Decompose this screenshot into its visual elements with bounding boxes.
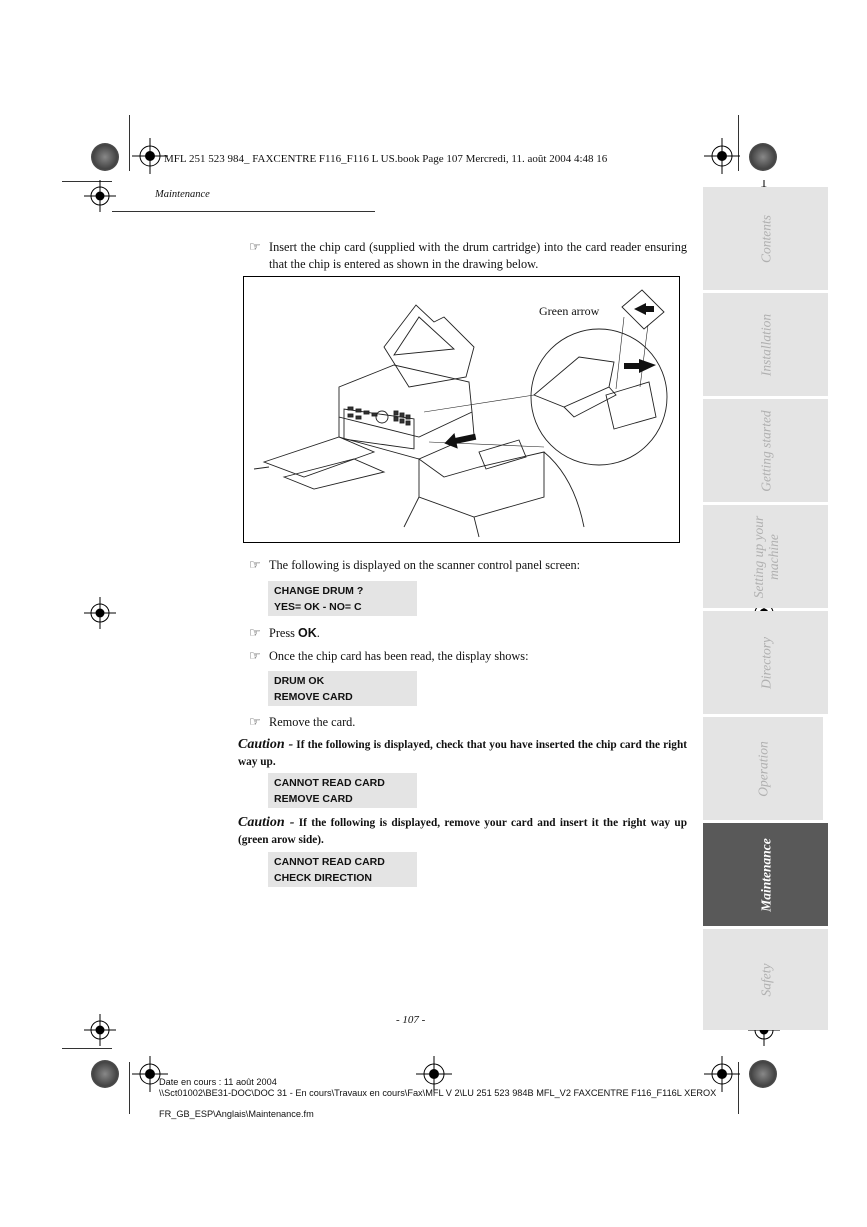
book-header-line: MFL 251 523 984_ FAXCENTRE F116_F116 L US.book Page 107 Mercredi, 11. août 2004 4:48 16 [164, 153, 608, 165]
tab-label: Setting up your machine [750, 515, 781, 598]
tab-getting-started[interactable] [703, 399, 828, 502]
crosshair-circle-icon [704, 1056, 740, 1092]
tab-label: Operation [755, 740, 771, 797]
lcd-display-drum-ok [268, 671, 417, 706]
instruction-display-shown: The following is displayed on the scanner control panel screen: [269, 558, 581, 572]
lcd-line: CANNOT READ CARD [274, 856, 385, 868]
footer-filename: FR_GB_ESP\Anglais\Maintenance.fm [159, 1109, 314, 1119]
tab-directory[interactable] [703, 611, 828, 714]
print-test-disc [749, 1060, 777, 1088]
caution-note-1 [238, 736, 687, 771]
tab-label: Contents [758, 214, 773, 263]
crosshair-circle-icon [84, 180, 116, 212]
lcd-display-change-drum [268, 581, 417, 616]
print-test-disc [91, 1060, 119, 1088]
tab-maintenance[interactable] [703, 823, 828, 926]
caution-word: Caution - [238, 737, 294, 752]
lcd-line: CHANGE DRUM ? [274, 585, 364, 597]
period: . [316, 626, 320, 640]
instruction-insert-card: Insert the chip card (supplied with the drum cartridge) into the card reader ensuring that the chip is entered as shown in the drawing below. [269, 240, 687, 271]
caution-text: If the following is displayed, check that you have inserted the chip card the right way up. [238, 739, 687, 768]
instruction-remove-card: Remove the card. [269, 715, 356, 729]
tab-installation[interactable] [703, 293, 828, 396]
crosshair-circle-icon [132, 138, 168, 174]
tab-operation[interactable] [703, 717, 823, 820]
crosshair-circle-icon [84, 1014, 116, 1046]
lcd-display-cannot-read-direction [268, 852, 417, 887]
page-number: - 107 - [396, 1014, 426, 1026]
lcd-line: DRUM OK [274, 675, 325, 687]
crosshair-circle-icon [84, 597, 116, 629]
tab-label: Installation [758, 313, 773, 376]
pointing-hand-icon: ☞ [249, 714, 261, 729]
footer-date: Date en cours : 11 août 2004 [159, 1077, 277, 1087]
caution-note-2 [238, 814, 687, 849]
instruction-card-read: Once the chip card has been read, the display shows: [269, 649, 529, 663]
lcd-line: YES= OK - NO= C [274, 601, 362, 613]
print-test-disc [91, 143, 119, 171]
print-test-disc [749, 143, 777, 171]
lcd-line: REMOVE CARD [274, 793, 353, 805]
caution-text: If the following is displayed, remove your card and insert it the right way up (green arow side). [238, 817, 687, 846]
pointing-hand-icon: ☞ [249, 648, 261, 663]
press-label: Press [269, 626, 299, 640]
lcd-line: CANNOT READ CARD [274, 777, 385, 789]
tab-label: Directory [758, 636, 773, 689]
crop-mark [129, 115, 130, 171]
figure-label-green-arrow: Green arrow [539, 304, 600, 318]
crosshair-circle-icon [704, 138, 740, 174]
tab-setting-up[interactable] [703, 505, 828, 608]
pointing-hand-icon: ☞ [249, 239, 261, 254]
crosshair-circle-icon [416, 1056, 452, 1092]
instruction-press-ok [269, 625, 320, 642]
lcd-line: CHECK DIRECTION [274, 872, 373, 884]
tab-label: Getting started [758, 409, 773, 492]
fax-machine-illustration [244, 277, 678, 541]
figure-frame [243, 276, 680, 543]
tab-label: Safety [758, 963, 773, 996]
ok-key-label: OK [298, 626, 317, 640]
footer-path: \\Sct01002\BE31-DOC\DOC 31 - En cours\Travaux en cours\Fax\MFL V 2\LU 251 523 984B MFL_V2 FAXCENTRE F116_F116L XEROX [159, 1088, 717, 1098]
tab-safety[interactable] [703, 929, 828, 1030]
lcd-display-cannot-read-remove [268, 773, 417, 808]
caution-word: Caution - [238, 815, 295, 830]
header-rule [112, 211, 375, 212]
tab-label: Maintenance [758, 837, 773, 912]
tab-contents[interactable] [703, 187, 828, 290]
section-header: Maintenance [155, 189, 210, 200]
pointing-hand-icon: ☞ [249, 557, 261, 572]
pointing-hand-icon: ☞ [249, 625, 261, 640]
crop-mark [129, 1062, 130, 1114]
lcd-line: REMOVE CARD [274, 691, 353, 703]
crop-mark [62, 1048, 112, 1049]
